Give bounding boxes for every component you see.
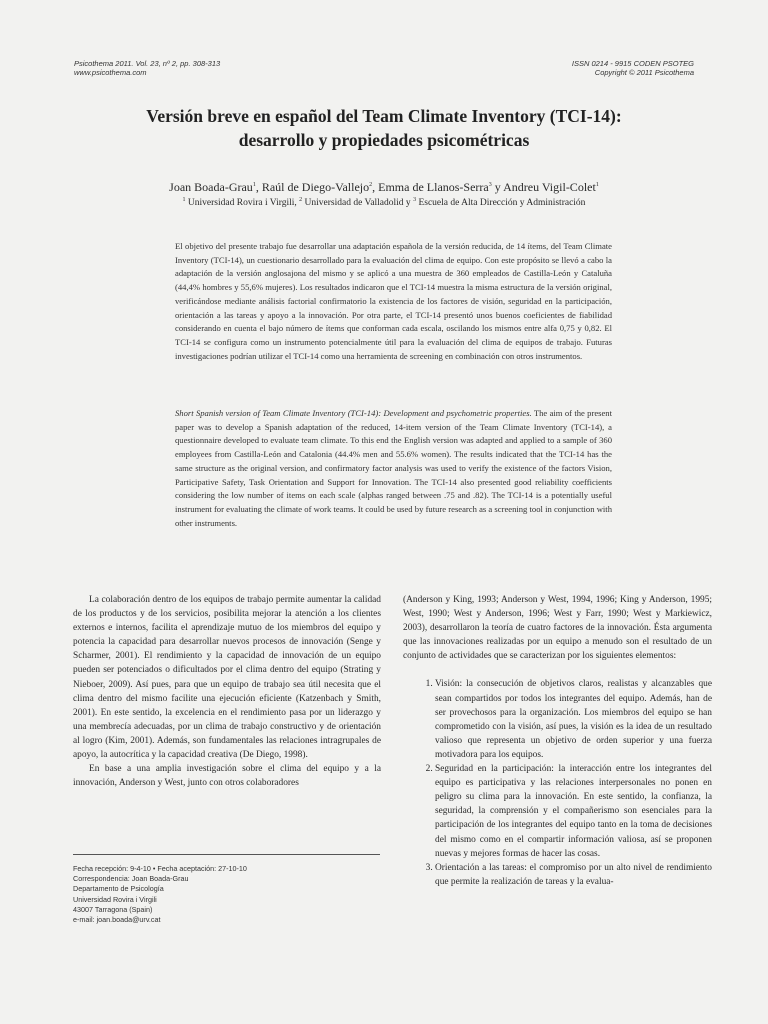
author-name: Andreu Vigil-Colet [503,180,596,194]
abstract-english [175,407,612,530]
footnote-address: 43007 Tarragona (Spain) [73,904,153,914]
journal-website: www.psicothema.com [74,68,147,77]
author-separator: , [255,180,262,194]
affiliation-name: Universidad de Valladolid y [302,198,414,208]
list-item: 1. Visión: la consecución de objetivos claros, realistas y alcanzables que sean compartidos por todos los integrantes del equipo. Además, han de ser provechosos para la organización. Los miembros del equipo se han comprometido con la visión, así pues, la visión es la idea de un resultado valioso que representa un objetivo de orden superior y una fuerza motivadora para los equipos. [435,677,712,762]
author-separator: , [372,180,379,194]
journal-header [74,59,220,77]
body-paragraph: (Anderson y King, 1993; Anderson y West, 1994, 1996; King y Anderson, 1995; West, 1990; West y Anderson, 1996; West y Farr, 1990; West y Markiewicz, 2003), desarrollaron la teoría de cuatro factores de la innovación. Ésta argumenta que las innovaciones realizadas por un equipo a menudo son el resultado de un conjunto de actividades que se caracterizan por los siguientes elementos: [403,595,712,662]
footnote-department: Departamento de Psicología [73,884,164,894]
journal-citation: Psicothema 2011. Vol. 23, nº 2, pp. 308-313 [74,59,221,68]
factor-list [403,677,712,888]
author-affiliation-mark: 2 [369,182,373,188]
author-list [40,180,728,194]
author-affiliation-mark: 1 [595,182,599,188]
paper-title [60,104,708,152]
title-line-2: desarrollo y propiedades psicométricas [238,130,530,150]
author-affiliation-mark: 1 [252,182,256,188]
affiliation-mark: 1 [182,196,186,203]
copyright-line: Copyright © 2011 Psicothema [594,68,694,77]
body-paragraph: La colaboración dentro de los equipos de trabajo permite aumentar la calidad de los productos y de los servicios, posibilita mejorar la atención a los clientes externos e internos, facilita el aprendizaje mutuo de los miembros del equipo y potencia la capacidad para desarrollar nuevos procesos de innovación (Senge y Scharmer, 2001). El rendimiento y la capacidad de innovación de un equipo pueden ser potenciados o dificultados por el clima dentro del equipo (Strating y Nieboer, 2009). Así pues, para que un equipo de trabajo sea útil necesita que el clima dentro del mismo facilite una ejecución eficiente (Katzenbach y Smith, 2001). En este sentido, la excelencia en el rendimiento pasa por un liderazgo y una membrecía adecuadas, por un clima de trabajo constructivo y de orientación al logro (Kim, 2001). Además, son fundamentales las relaciones intragrupales de apoyo, la autocrítica y la capacidad creativa (De Diego, 1998). [73,595,381,761]
footnote-university: Universidad Rovira i Virgili [73,894,157,904]
affiliation-name: Escuela de Alta Dirección y Administración [416,198,586,208]
list-item: 3. Orientación a las tareas: el compromiso por un alto nivel de rendimiento que permite la realización de tareas y la evalua- [435,861,712,889]
affiliation-mark: 2 [299,196,303,203]
affiliation-name: Universidad Rovira i Virgili, [185,198,300,208]
correspondence-footnote [73,864,381,925]
affiliation-list [40,198,728,209]
author-affiliation-mark: 3 [488,182,492,188]
body-column-left [73,593,381,790]
author-name: Raúl de Diego-Vallejo [261,180,370,194]
author-name: Emma de Llanos-Serra [378,180,489,194]
title-line-1: Versión breve en español del Team Climate Inventory (TCI-14): [146,106,622,126]
affiliation-mark: 3 [413,196,417,203]
footnote-email: e-mail: joan.boada@urv.cat [73,915,161,925]
footnote-divider [73,854,380,855]
body-column-right [403,593,712,889]
author-separator: y [491,180,504,194]
footnote-dates: Fecha recepción: 9-4-10 • Fecha aceptación: 27-10-10 [73,864,247,873]
issn-header [572,59,694,77]
footnote-correspondence: Correspondencia: Joan Boada-Grau [73,874,189,884]
list-item: 2. Seguridad en la participación: la interacción entre los integrantes del equipo es participativa y las relaciones interpersonales no ponen en peligro su clima para la innovación. En este sentido, la confianza, la seguridad, la comprensión y el compañerismo son esenciales para la participación de los integrantes del equipo tanto en la toma de decisiones del mismo como en el compartir información valiosa, así se proponen nuevas y mejores formas de hacer las cosas. [435,762,712,861]
abstract-spanish: El objetivo del presente trabajo fue desarrollar una adaptación española de la versión reducida, de 14 ítems, del Team Climate Inventory (TCI-14), un cuestionario desarrollado para la evaluación del clima de equipo. Con este propósito se llevó a cabo la adaptación de la versión anglosajona del mismo y se aplicó a una muestra de 360 empleados de Castilla-León y Cataluña (44,4% hombres y 55,6% mujeres). Los resultados indicaron que el TCI-14 muestra la misma estructura de la versión original, verificándose mediante análisis factorial confirmatorio la existencia de los factores de visión, seguridad en la participación, orientación a las tareas y apoyo a la innovación. Por otra parte, el TCI-14 presentó unos buenos coeficientes de fiabilidad considerando en cuenta el bajo número de ítems que conforman cada escala, oscilando los mismos entre alfa 0,75 y 0,82. El TCI-14 se configura como un instrumento potencialmente útil para la evaluación del clima de equipos de trabajo. Futuras investigaciones podrían utilizar el TCI-14 como una herramienta de screening en combinación con otros instrumentos. [175,241,612,361]
abstract-english-text: The aim of the present paper was to develop a Spanish adaptation of the reduced, 14-item version of the Team Climate Inventory (TCI-14), a questionnaire developed to evaluate team climate. To this end the English version was adapted and applied to a sample of 360 employees from Castilla-León and Catalonia (44.4% men and 55.6% women). The results indicated that the TCI-14 has the same structure as the original version, and confirmatory factor analysis was used to verify the existence of the factors Vision, Participative Safety, Task Orientation and Support for Innovation. The TCI-14 also presented good reliability coefficients considering the low number of items on each scale (alphas ranged between .75 and .82). The TCI-14 is a potentially useful instrument for evaluating the climate of work teams. It could be used by future research as a screening tool in conjunction with other instruments. [175,408,612,528]
issn-line: ISSN 0214 - 9915 CODEN PSOTEG [571,59,694,68]
body-paragraph: En base a una amplia investigación sobre el clima del equipo y a la innovación, Anderson y West, junto con otros colaboradores [73,764,381,789]
abstract-english-title: Short Spanish version of Team Climate Inventory (TCI-14): Development and psychometric properties. [175,408,532,418]
author-name: Joan Boada-Grau [169,180,253,194]
